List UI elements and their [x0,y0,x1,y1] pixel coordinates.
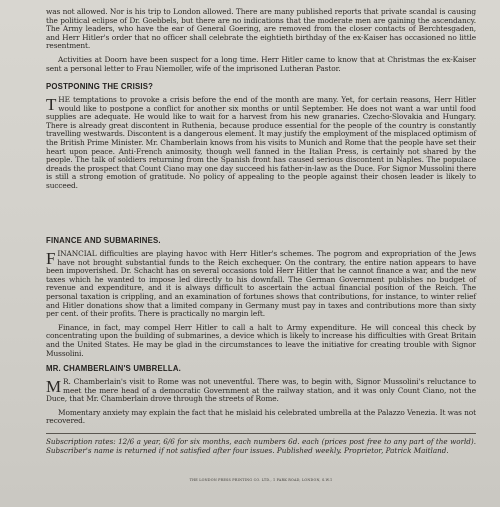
intro-section [46,8,476,73]
section-heading: FINANCE AND SUBMARINES. [46,236,161,245]
section-body-2: Finance, in fact, may compel Herr Hitler to call a halt to Army expenditure. He will conceal this check by concentrating upon the building of submarines, a device which is likely to increase his difficulties with Great Britain and the United States. He may be glad in the circumstances to leave the initiative for creating trouble with Signor Mussolini. [46,322,476,358]
section-body: M R. Chamberlain's visit to Rome was not uneventful. There was, to begin with, Signor Mussolini's reluctance to meet the mere head of a democratic Government at the railway station, and it was only Count Ciano, not the Duce, that Mr. Chamberlain drove through the streets of Rome. [46,377,476,404]
intro-paragraph-2: Activities at Doorn have been suspect for a long time. Herr Hitler came to know that at Christmas the ex-Kaiser sent a personal letter to Frau Niemoller, wife of the imprisoned Lutheran Pastor. [46,54,476,73]
subscription-note: Subscription rates: 12/6 a year, 6/6 for six months, each numbers 6d. each (prices post free to any part of the world). Subscriber's name is returned if not satisfied after four issues. Published weekly. Proprietor, Patrick Maitland. [46,437,476,455]
intro-paragraph-1: was not allowed. Nor is his trip to London allowed. There are many published reports that private scandal is causing the political eclipse of Dr. Goebbels, but there are no indications that the moderate men are gaining the ascendancy. The Army leaders, who have the ear of General Goering, are removed from the closer contacts of Berchtesgaden, and Herr Hitler's order that no officer shall celebrate the eightieth birthday of the ex-Kaiser has occasioned no little resentment. [46,7,476,51]
drop-cap: M [46,377,62,396]
drop-cap: F [46,249,56,268]
drop-cap: T [46,95,57,114]
section-heading: MR. CHAMBERLAIN'S UMBRELLA. [46,364,182,373]
section-finance-submarines [46,236,476,358]
section-body: THE temptations to provoke a crisis before the end of the month are many. Yet, for certain reasons, Herr Hitler would like to postpone a conflict for another six months or until September. He does not want a war until food supplies are adequate. He would like to wait for a harvest from his new granaries. Czecho-Slovakia and Hungary. There is already great discontent in Ruthenia, because produce essential for the people of the country is constantly travelling westwards. Discontent is a dangerous element. It may justify the employment of the misplaced optimism of the British Prime Minister. Mr. Chamberlain knows from his visits to Munich and Rome that the people have set their heart upon peace. Anti-French animosity, though well fanned in the Italian Press, is certainly not shared by the people. The talk of soldiers returning from the Spanish front has caused serious discontent in Naples. The populace dreads the prospect that Count Ciano may one day succeed his father-in-law as the Duce. For Signor Mussolini there is still a strong emotion of gratitude. No policy of appealing to the people against their chosen leader is likely to succeed. [46,95,476,190]
section-body-2: Momentary anxiety may explain the fact that he mislaid his celebrated umbrella at the Palazzo Venezia. It was not recovered. [46,407,476,426]
section-postponing-crisis [46,82,476,191]
printer-imprint: THE LONDON PRESS PRINTING CO. LTD., 1 PARK ROAD, LONDON, S.W.1 [189,478,333,482]
footer-rule [46,433,476,434]
section-chamberlain-umbrella [46,364,476,426]
section-heading: POSTPONING THE CRISIS? [46,82,154,91]
section-body: FINANCIAL difficulties are playing havoc with Herr Hitler's schemes. The pogrom and expropriation of the Jews have not brought substantial funds to the Reich exchequer. On the contrary, the entire nation appears to have been impoverished. Dr. Schacht has on several occasions told Herr Hitler that he cannot finance a war, and the new taxes which he wanted to impose led directly to his downfall. The German Government publishes no budget of revenue and expenditure, and it is always difficult to ascertain the actual financial position of the Reich. The personal taxation is crippling, and an examination of fortunes shows that contributions, for instance, to winter relief and Hitler donations show that a limited company in Germany must pay in taxes and contributions more than sixty per cent. of their profits. There is practically no margin left. [46,249,476,319]
